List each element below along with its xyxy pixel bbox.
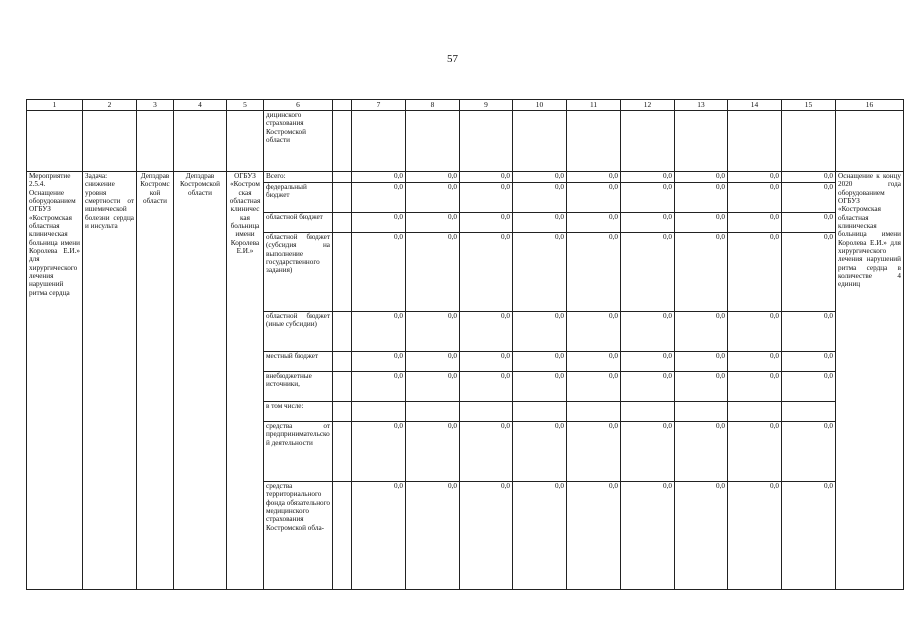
source-cell: Всего:	[264, 172, 333, 183]
col-header: 15	[782, 100, 836, 111]
value-cell: 0,0	[621, 312, 675, 352]
value-cell: 0,0	[621, 352, 675, 372]
value-cell: 0,0	[567, 213, 621, 233]
value-cell: 0,0	[782, 183, 836, 213]
source-cell: областной бюджет (иные субсидии)	[264, 312, 333, 352]
value-cell: 0,0	[675, 352, 728, 372]
value-cell: 0,0	[782, 372, 836, 402]
value-cell	[406, 402, 460, 422]
value-cell	[567, 402, 621, 422]
source-cell: дицинского страхования Костромской области	[264, 111, 333, 172]
value-cell: 0,0	[621, 482, 675, 590]
value-cell: 0,0	[782, 422, 836, 482]
value-cell: 0,0	[513, 372, 567, 402]
value-cell: 0,0	[460, 422, 513, 482]
value-cell: 0,0	[782, 233, 836, 312]
value-cell: 0,0	[513, 422, 567, 482]
value-cell: 0,0	[621, 213, 675, 233]
value-cell: 0,0	[675, 233, 728, 312]
value-cell: 0,0	[621, 172, 675, 183]
value-cell: 0,0	[675, 172, 728, 183]
header-row	[27, 100, 904, 111]
value-cell: 0,0	[567, 172, 621, 183]
value-cell	[782, 402, 836, 422]
activity-task: Задача: снижение уровня смертности от ишемической болезни сердца и инсульта	[83, 172, 137, 590]
source-cell: средства территориального фонда обязательного медицинского страхования Костромской обла-	[264, 482, 333, 590]
responsible-col4: Депздрав Костромской области	[174, 172, 227, 590]
col-header: 7	[352, 100, 406, 111]
value-cell: 0,0	[406, 482, 460, 590]
value-cell: 0,0	[782, 352, 836, 372]
executor-col5: ОГБУЗ «Костромская областная клиническая больница имени Королева Е.И.»	[227, 172, 264, 590]
value-cell: 0,0	[406, 372, 460, 402]
value-cell: 0,0	[782, 312, 836, 352]
value-cell: 0,0	[460, 213, 513, 233]
value-cell	[675, 402, 728, 422]
value-cell: 0,0	[406, 213, 460, 233]
value-cell: 0,0	[406, 422, 460, 482]
value-cell: 0,0	[782, 172, 836, 183]
col-header: 1	[27, 100, 83, 111]
value-cell: 0,0	[460, 482, 513, 590]
value-cell: 0,0	[352, 372, 406, 402]
col-header: 16	[836, 100, 904, 111]
value-cell: 0,0	[352, 352, 406, 372]
activity-name: Мероприятие 2.5.4. Оснащение оборудованием ОГБУЗ «Костромская областная клиническая больница имени Королева Е.И.» для хирургического лечения нарушений ритма сердца	[27, 172, 83, 590]
value-cell: 0,0	[621, 422, 675, 482]
col-header: 5	[227, 100, 264, 111]
expected-result: Оснащение к концу 2020 года оборудованием ОГБУЗ «Костромская областная клиническая больница имени Королева Е.И.» для хирургического лечения нарушений ритма сердца в количестве 4 единиц	[836, 172, 904, 590]
value-cell: 0,0	[460, 172, 513, 183]
col-header: 9	[460, 100, 513, 111]
value-cell: 0,0	[675, 372, 728, 402]
value-cell: 0,0	[460, 372, 513, 402]
value-cell: 0,0	[567, 482, 621, 590]
value-cell: 0,0	[513, 213, 567, 233]
value-cell: 0,0	[728, 233, 782, 312]
col-header: 11	[567, 100, 621, 111]
value-cell: 0,0	[352, 172, 406, 183]
col-header: 10	[513, 100, 567, 111]
value-cell: 0,0	[513, 233, 567, 312]
value-cell: 0,0	[352, 482, 406, 590]
value-cell: 0,0	[352, 213, 406, 233]
value-cell	[460, 402, 513, 422]
col-header-empty	[333, 100, 352, 111]
value-cell: 0,0	[567, 312, 621, 352]
value-cell: 0,0	[728, 172, 782, 183]
value-cell: 0,0	[406, 312, 460, 352]
value-cell: 0,0	[513, 352, 567, 372]
continuation-row	[27, 111, 904, 172]
value-cell: 0,0	[460, 233, 513, 312]
value-cell: 0,0	[567, 422, 621, 482]
value-cell: 0,0	[406, 172, 460, 183]
value-cell: 0,0	[513, 482, 567, 590]
value-cell: 0,0	[352, 233, 406, 312]
value-cell	[352, 402, 406, 422]
col-header: 8	[406, 100, 460, 111]
value-cell: 0,0	[513, 172, 567, 183]
value-cell: 0,0	[567, 233, 621, 312]
value-cell: 0,0	[728, 312, 782, 352]
value-cell: 0,0	[621, 372, 675, 402]
value-cell: 0,0	[513, 312, 567, 352]
value-cell: 0,0	[675, 422, 728, 482]
col-header: 14	[728, 100, 782, 111]
value-cell: 0,0	[728, 183, 782, 213]
value-cell: 0,0	[675, 183, 728, 213]
source-cell: средства от предпринимательской деятельности	[264, 422, 333, 482]
value-cell: 0,0	[406, 233, 460, 312]
value-cell: 0,0	[782, 482, 836, 590]
value-cell: 0,0	[621, 233, 675, 312]
col-header: 12	[621, 100, 675, 111]
value-cell: 0,0	[513, 183, 567, 213]
source-cell: в том числе:	[264, 402, 333, 422]
value-cell: 0,0	[728, 213, 782, 233]
value-cell: 0,0	[675, 482, 728, 590]
col-header: 6	[264, 100, 333, 111]
value-cell: 0,0	[567, 372, 621, 402]
value-cell: 0,0	[406, 352, 460, 372]
value-cell: 0,0	[460, 183, 513, 213]
value-cell	[621, 402, 675, 422]
value-cell: 0,0	[352, 183, 406, 213]
value-cell: 0,0	[567, 183, 621, 213]
value-cell: 0,0	[352, 422, 406, 482]
col-header: 13	[675, 100, 728, 111]
value-cell: 0,0	[728, 482, 782, 590]
value-cell: 0,0	[675, 312, 728, 352]
value-cell: 0,0	[567, 352, 621, 372]
value-cell	[728, 402, 782, 422]
value-cell: 0,0	[675, 213, 728, 233]
col-header: 4	[174, 100, 227, 111]
responsible-col3: Депздрав Костромской области	[137, 172, 174, 590]
value-cell: 0,0	[728, 352, 782, 372]
source-cell: федеральный бюджет	[264, 183, 333, 213]
source-cell: внебюджетные источники,	[264, 372, 333, 402]
value-cell: 0,0	[728, 422, 782, 482]
value-cell: 0,0	[406, 183, 460, 213]
value-cell: 0,0	[460, 352, 513, 372]
budget-table	[26, 99, 904, 590]
source-cell: областной бюджет	[264, 213, 333, 233]
page-number: 57	[447, 53, 458, 65]
value-cell: 0,0	[782, 213, 836, 233]
value-cell: 0,0	[460, 312, 513, 352]
col-header: 2	[83, 100, 137, 111]
value-cell: 0,0	[621, 183, 675, 213]
value-cell	[513, 402, 567, 422]
col-header: 3	[137, 100, 174, 111]
value-cell: 0,0	[728, 372, 782, 402]
source-cell: областной бюджет (субсидия на выполнение государственного задания)	[264, 233, 333, 312]
value-cell: 0,0	[352, 312, 406, 352]
source-cell: местный бюджет	[264, 352, 333, 372]
table-row	[27, 172, 904, 183]
